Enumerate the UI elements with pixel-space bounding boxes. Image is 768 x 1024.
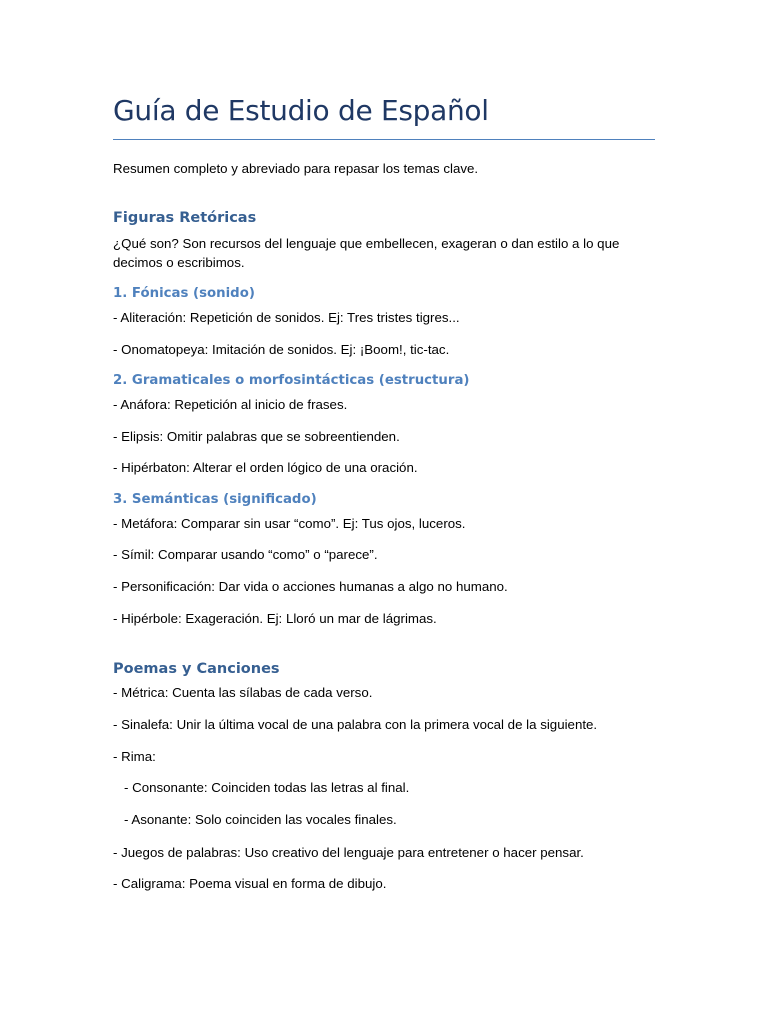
title-underline [113, 139, 655, 140]
list-item-hiperbole: - Hipérbole: Exageración. Ej: Lloró un mar de lágrimas. [113, 611, 437, 626]
list-item-anafora: - Anáfora: Repetición al inicio de frases. [113, 397, 348, 412]
list-item-hiperbaton: - Hipérbaton: Alterar el orden lógico de una oración. [113, 460, 418, 475]
list-item-sinalefa: - Sinalefa: Unir la última vocal de una palabra con la primera vocal de la siguiente. [113, 717, 598, 732]
list-item-consonante: - Consonante: Coinciden todas las letras al final. [124, 780, 410, 795]
heading-poemas-canciones: Poemas y Canciones [113, 661, 280, 677]
heading-semanticas: 3. Semánticas (significado) [113, 492, 317, 507]
list-item-elipsis: - Elipsis: Omitir palabras que se sobreentienden. [113, 429, 400, 444]
heading-figuras-retoricas: Figuras Retóricas [113, 210, 257, 226]
list-item-rima: - Rima: [113, 749, 156, 764]
list-item-personificacion: - Personificación: Dar vida o acciones humanas a algo no humano. [113, 579, 508, 594]
list-item-caligrama: - Caligrama: Poema visual en forma de dibujo. [113, 876, 387, 891]
heading-fonicas: 1. Fónicas (sonido) [113, 286, 255, 301]
intro-paragraph: Resumen completo y abreviado para repasar los temas clave. [113, 161, 479, 176]
list-item-aliteracion: - Aliteración: Repetición de sonidos. Ej: Tres tristes tigres... [113, 310, 460, 325]
document-title: Guía de Estudio de Español [113, 94, 489, 127]
list-item-juegos-palabras: - Juegos de palabras: Uso creativo del lenguaje para entretener o hacer pensar. [113, 845, 584, 860]
list-item-simil: - Símil: Comparar usando “como” o “parece”. [113, 547, 378, 562]
list-item-asonante: - Asonante: Solo coinciden las vocales finales. [124, 812, 397, 827]
list-item-metafora: - Metáfora: Comparar sin usar “como”. Ej: Tus ojos, luceros. [113, 516, 466, 531]
figuras-description: ¿Qué son? Son recursos del lenguaje que embellecen, exageran o dan estilo a lo que decimos o escribimos. [113, 236, 620, 270]
list-item-onomatopeya: - Onomatopeya: Imitación de sonidos. Ej: ¡Boom!, tic-tac. [113, 342, 450, 357]
list-item-metrica: - Métrica: Cuenta las sílabas de cada verso. [113, 685, 373, 700]
heading-gramaticales: 2. Gramaticales o morfosintácticas (estructura) [113, 373, 470, 388]
